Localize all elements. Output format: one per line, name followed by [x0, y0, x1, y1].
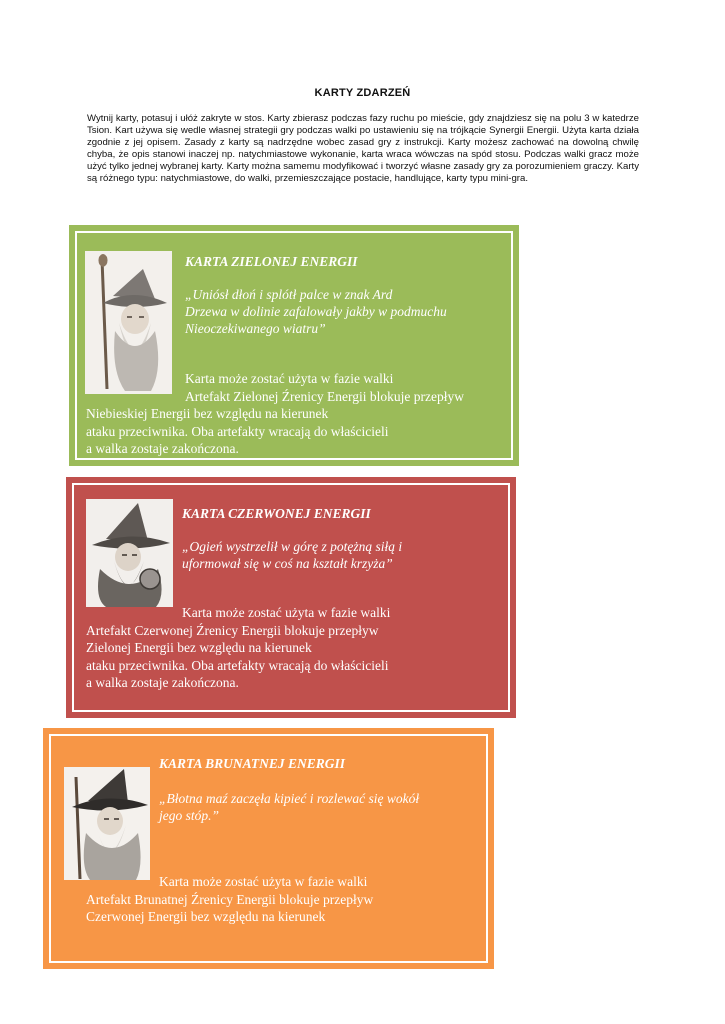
body-line: ataku przeciwnika. Oba artefakty wracają do właścicieli	[86, 423, 389, 439]
card-green-energy	[69, 225, 519, 466]
card-brown-energy	[43, 728, 494, 969]
quote-line: „Błotna maź zaczęła kipieć i rozlewać się wokół	[159, 791, 420, 806]
quote-line: „Ogień wystrzelił w górę z potężną siłą i	[182, 539, 403, 554]
wizard-illustration	[64, 767, 150, 880]
body-line: Artefakt Brunatnej Źrenicy Energii blokuje przepływ	[86, 891, 374, 907]
body-line: Karta może zostać użyta w fazie walki	[185, 371, 394, 386]
body-line: Artefakt Czerwonej Źrenicy Energii blokuje przepływ	[86, 622, 379, 638]
card-body	[86, 873, 373, 926]
body-line: Karta może zostać użyta w fazie walki	[159, 874, 368, 889]
quote-line: Drzewa w dolinie zafalowały jakby w podmuchu	[185, 304, 447, 319]
body-line: ataku przeciwnika. Oba artefakty wracają do właścicieli	[86, 657, 389, 673]
body-line: Karta może zostać użyta w fazie walki	[182, 605, 391, 620]
card-body	[86, 370, 464, 458]
page-title: KARTY ZDARZEŃ	[314, 87, 411, 99]
body-line: a walka zostaje zakończona.	[86, 441, 239, 456]
quote-line: jego stóp.”	[159, 808, 220, 823]
card-quote	[185, 286, 447, 337]
intro-paragraph: Wytnij karty, potasuj i ułóż zakryte w stos. Karty zbierasz podczas fazy ruchu po mieście, gdy znajdziesz się na polu 3 w katedrze Tsion. Kart używa się wedle własnej strategii gry podczas walki po ustawieniu się na trójkącie Synergii Energii. Użyta karta działa zgodnie z jej opisem. Zasady z karty są nadrzędne wobec zasad gry z instrukcji. Karty możesz zachować na dowolną chwilę chyba, że opis stanowi inaczej np. natychmiastowe wykonanie, karta wraca wówczas na spód stosu. Podczas walki gracz może użyć tylko jednej wybranej karty. Karty można samemu modyfikować i tworzyć własne zasady gry za porozumieniem graczy. Karty są różnego typu: natychmiastowe, do walki, przemieszczające postacie, handlujące, karty typu mini-gra.	[87, 113, 639, 185]
card-body	[86, 604, 390, 692]
body-line: a walka zostaje zakończona.	[86, 675, 239, 690]
quote-line: „Uniósł dłoń i splótł palce w znak Ard	[185, 287, 393, 302]
card-title: KARTA BRUNATNEJ ENERGII	[159, 756, 346, 771]
body-line: Czerwonej Energii bez względu na kierunek	[86, 909, 326, 924]
quote-line: Nieoczekiwanego wiatru”	[185, 321, 326, 336]
wizard-illustration	[86, 499, 173, 607]
card-quote	[159, 790, 419, 824]
body-line: Niebieskiej Energii bez względu na kierunek	[86, 406, 329, 421]
body-line: Artefakt Zielonej Źrenicy Energii blokuje przepływ	[185, 388, 465, 404]
quote-line: uformował się w coś na kształt krzyża”	[182, 556, 393, 571]
body-line: Zielonej Energii bez względu na kierunek	[86, 640, 312, 655]
card-quote	[182, 538, 402, 572]
card-red-energy	[66, 477, 516, 718]
card-title: KARTA ZIELONEJ ENERGII	[185, 254, 358, 269]
card-title: KARTA CZERWONEJ ENERGII	[182, 506, 371, 521]
